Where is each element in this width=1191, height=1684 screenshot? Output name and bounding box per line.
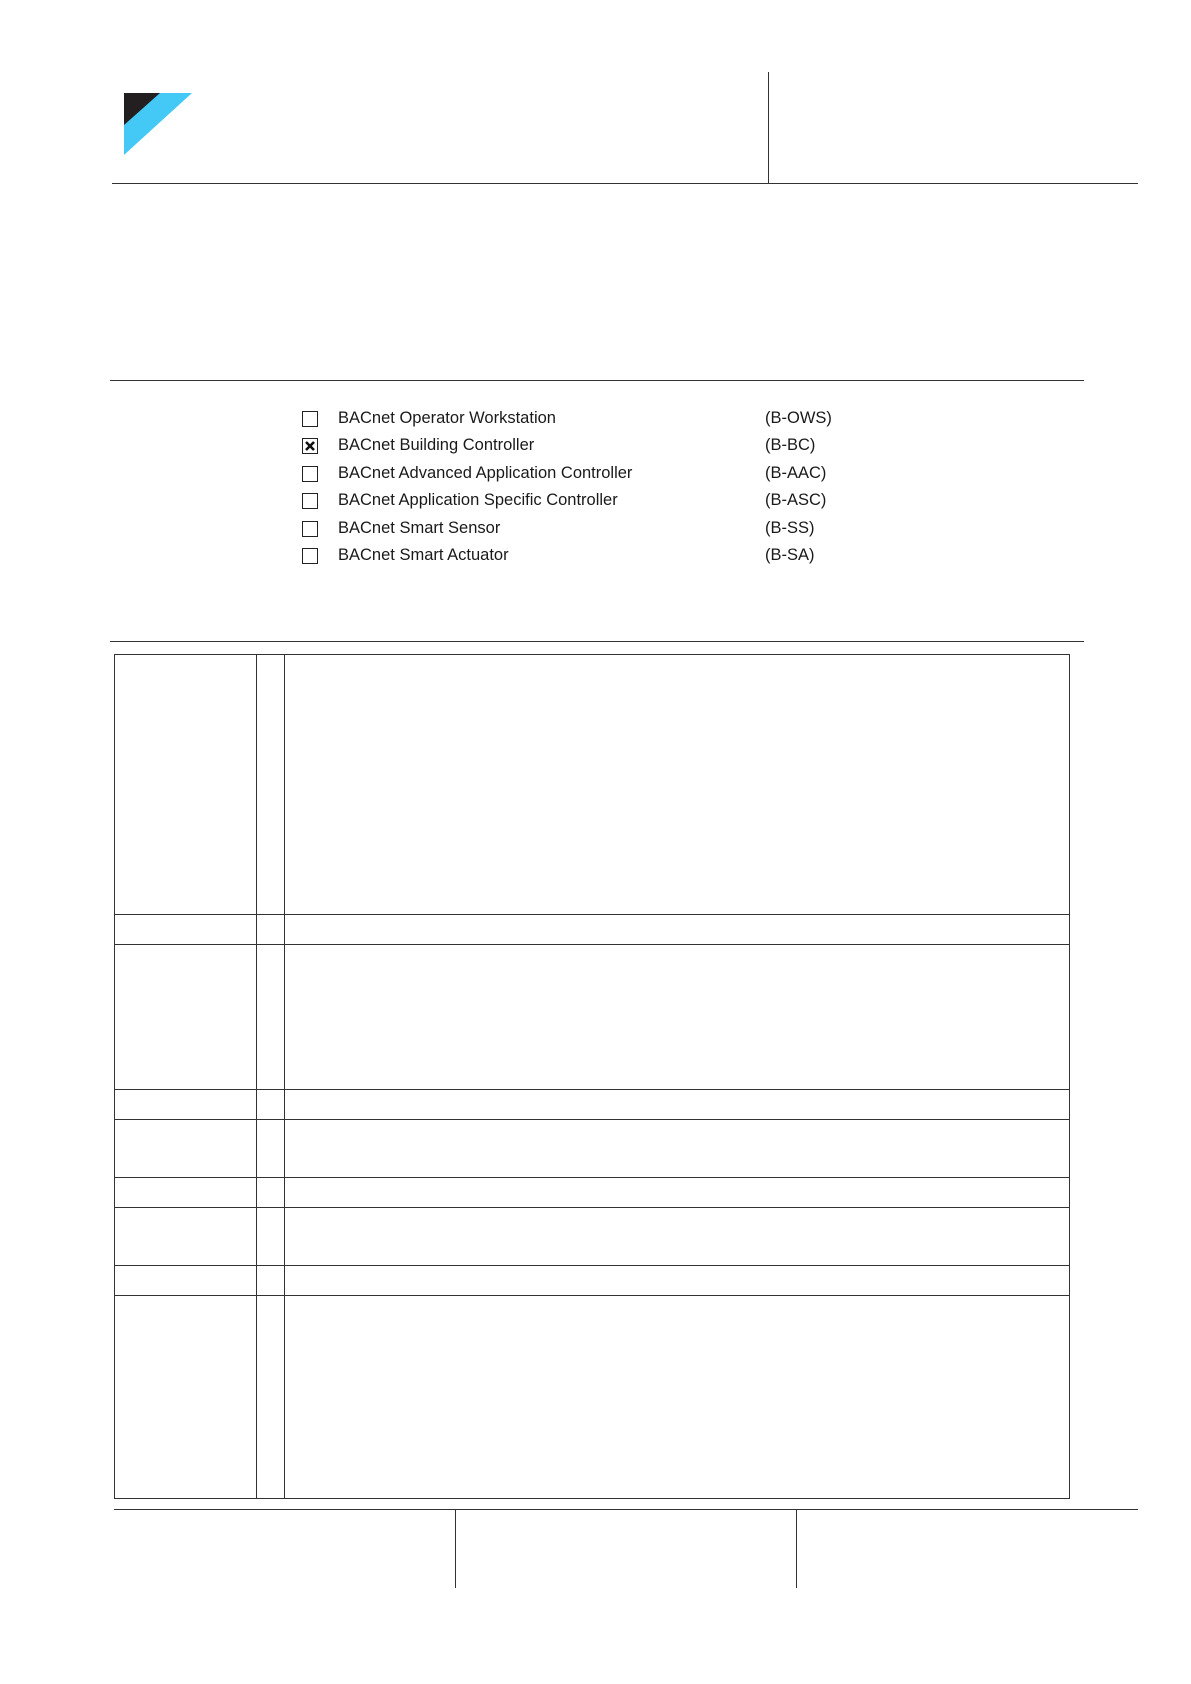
table-cell (115, 1296, 257, 1499)
device-profile-row (302, 405, 862, 432)
table-cell (115, 1178, 257, 1208)
table-cell (257, 1090, 285, 1120)
table-cell (285, 1178, 1070, 1208)
table-row (115, 1178, 1070, 1208)
table-cell (115, 1208, 257, 1266)
device-profile-code: (B-SA) (765, 545, 815, 564)
table-cell (285, 1208, 1070, 1266)
table-cell (115, 655, 257, 915)
header-vertical-divider (768, 72, 769, 183)
footer-rule (114, 1509, 1138, 1510)
section-rule-top (110, 380, 1084, 381)
device-profile-label: BACnet Application Specific Controller (338, 491, 618, 510)
table-row (115, 1120, 1070, 1178)
pics-table (114, 654, 1070, 1499)
device-profile-label: BACnet Building Controller (338, 436, 535, 455)
device-profile-row (302, 487, 862, 514)
table-cell (257, 1120, 285, 1178)
checkbox-b-sa[interactable] (302, 548, 318, 564)
checkbox-b-asc[interactable] (302, 493, 318, 509)
checkbox-b-aac[interactable] (302, 466, 318, 482)
table-cell (115, 1120, 257, 1178)
checkmark-x-icon (303, 439, 317, 453)
checkbox-b-ows[interactable] (302, 411, 318, 427)
table-cell (257, 1178, 285, 1208)
table-cell (285, 1090, 1070, 1120)
device-profile-label: BACnet Operator Workstation (338, 409, 556, 427)
table-row (115, 1266, 1070, 1296)
footer-divider-left (455, 1509, 456, 1588)
table-cell (285, 945, 1070, 1090)
device-profile-code: (B-OWS) (765, 409, 832, 427)
device-profile-code: (B-ASC) (765, 491, 827, 510)
table-cell (285, 1266, 1070, 1296)
device-profile-row (302, 515, 862, 542)
device-profile-code: (B-SS) (765, 518, 815, 537)
table-cell (115, 1090, 257, 1120)
table-cell (257, 915, 285, 945)
footer-divider-right (796, 1509, 797, 1588)
device-profile-row (302, 432, 862, 459)
device-profile-label: BACnet Smart Sensor (338, 518, 501, 537)
table-cell (285, 1120, 1070, 1178)
table-cell (285, 655, 1070, 915)
device-profile-row (302, 542, 862, 569)
device-profile-label: BACnet Smart Actuator (338, 545, 509, 564)
checkbox-b-bc[interactable] (302, 438, 318, 454)
table-cell (115, 1266, 257, 1296)
header-rule (112, 183, 1138, 184)
table-cell (257, 1296, 285, 1499)
device-profile-list (302, 405, 862, 569)
table-row (115, 945, 1070, 1090)
table-row (115, 1090, 1070, 1120)
table-row (115, 915, 1070, 945)
table-cell (257, 945, 285, 1090)
table-cell (285, 1296, 1070, 1499)
table-cell (115, 945, 257, 1090)
daikin-logo-icon (124, 93, 192, 155)
table-row (115, 1296, 1070, 1499)
device-profile-code: (B-BC) (765, 436, 816, 455)
table-cell (257, 1266, 285, 1296)
checkbox-b-ss[interactable] (302, 521, 318, 537)
table-cell (285, 915, 1070, 945)
section-rule-bottom (110, 641, 1084, 642)
table-cell (257, 1208, 285, 1266)
table-row (115, 1208, 1070, 1266)
device-profile-code: (B-AAC) (765, 463, 827, 482)
table-row (115, 655, 1070, 915)
device-profile-row (302, 460, 862, 487)
table-cell (257, 655, 285, 915)
device-profile-label: BACnet Advanced Application Controller (338, 463, 633, 482)
table-cell (115, 915, 257, 945)
